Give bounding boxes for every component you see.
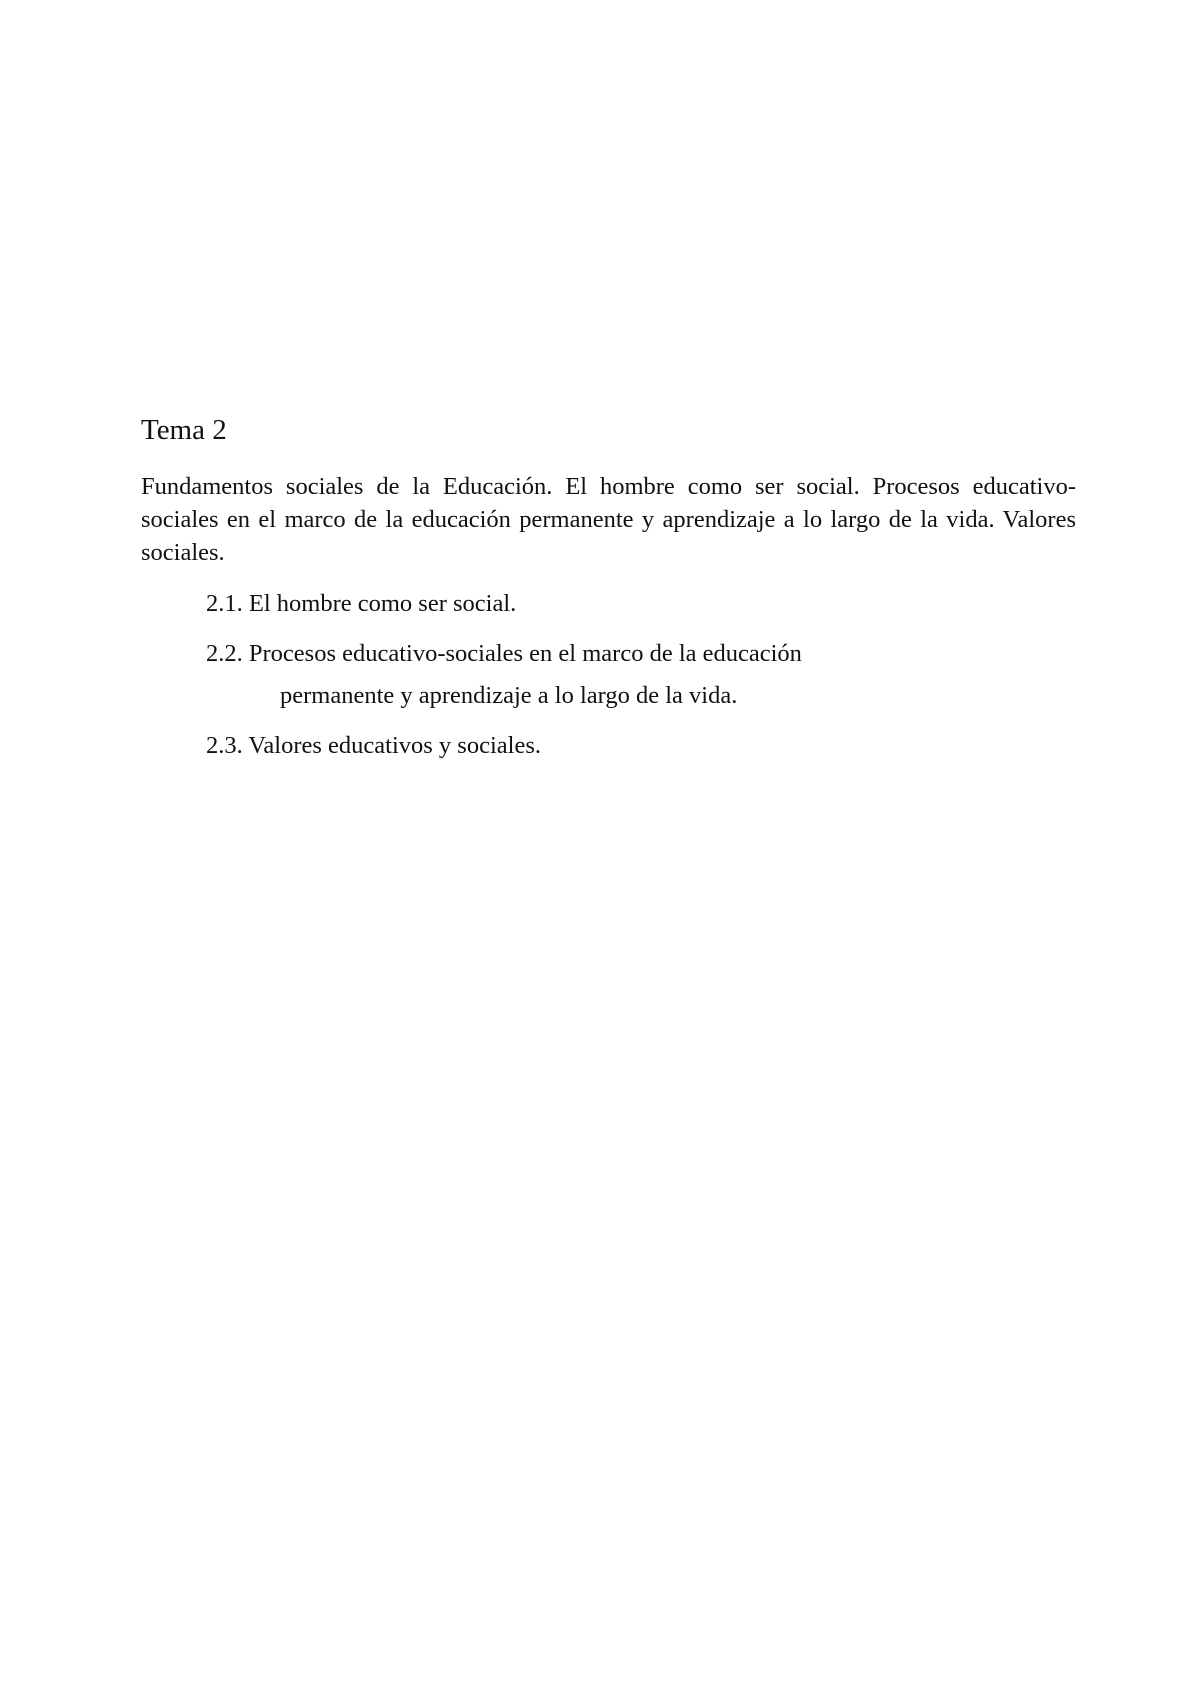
section-list [141,586,1076,764]
document-body [141,410,1076,778]
section-label: 2.2. Procesos educativo-sociales en el marco de la educación [206,640,802,667]
section-item-2-2 [206,636,1076,714]
section-item-2-3 [206,728,1076,764]
section-label-continuation: permanente y aprendizaje a lo largo de la vida. [280,682,738,709]
section-item-2-1 [206,586,1076,622]
page-title: Tema 2 [141,414,227,446]
section-label: 2.1. El hombre como ser social. [206,590,517,617]
section-label: 2.3. Valores educativos y sociales. [206,732,541,759]
intro-paragraph: Fundamentos sociales de la Educación. El hombre como ser social. Procesos educativo-sociales en el marco de la educación permanente y aprendizaje a lo largo de la vida. Valores sociales. [141,473,1076,566]
